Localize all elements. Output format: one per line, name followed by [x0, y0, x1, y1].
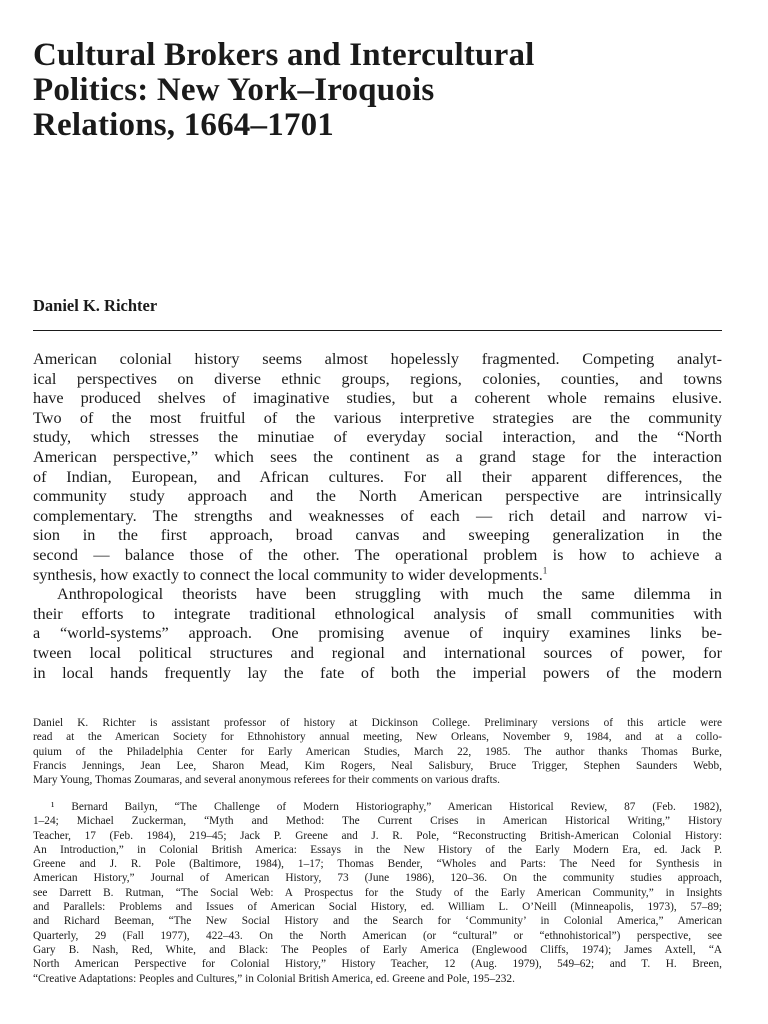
author-note-line: quium of the Philadelphia Center for Early American Studies, March 22, 1985. The author thanks Thomas Burke,	[33, 745, 722, 758]
title-line: Politics: New York–Iroquois	[33, 72, 435, 108]
footnote-line: “Creative Adaptations: Peoples and Cultures,” in Colonial British America, ed. Greene and Pole, 195–232.	[33, 972, 515, 985]
body-line: second — balance those of the other. The operational problem is how to achieve a	[33, 545, 722, 564]
body-line: community study approach and the North American perspective are intrinsically	[33, 487, 722, 506]
title-line: Cultural Brokers and Intercultural	[33, 37, 535, 73]
footnote-line: Quarterly, 29 (Fall 1977), 422–43. On the North American (or “cultural” or “ethnohistorical”) perspective, see	[33, 929, 722, 942]
footnote-line: North American Perspective for Colonial History,” History Teacher, 12 (Aug. 1979), 549–62; and T. H. Breen,	[33, 958, 722, 971]
footnote-line: Gary B. Nash, Red, White, and Black: The Peoples of Early America (Englewood Cliffs, 1974); James Axtell, “A	[33, 943, 722, 956]
author-note-line: Francis Jennings, Jean Lee, Sharon Mead, Kim Rogers, Neal Salisbury, Bruce Trigger, Stephen Saunders Webb,	[33, 759, 722, 772]
footnote-line: 1–24; Michael Zuckerman, “Myth and Method: The Current Crises in American Historical Writing,” History	[33, 815, 722, 828]
body-line-text: synthesis, how exactly to connect the local community to wider developments.	[33, 565, 543, 584]
divider	[33, 330, 722, 331]
author-note-line: read at the American Society for Ethnohistory annual meeting, New Orleans, November 9, 1984, and at a collo-	[33, 731, 722, 744]
body-line: Two of the most fruitful of the various interpretive strategies are the community	[33, 408, 722, 427]
body-line: ical perspectives on diverse ethnic groups, regions, colonies, counties, and towns	[33, 369, 722, 388]
body-line: American perspective,” which sees the continent as a grand stage for the interaction	[33, 447, 722, 466]
author-note-line: Daniel K. Richter is assistant professor of history at Dickinson College. Preliminary versions of this article were	[33, 717, 722, 729]
body-line: study, which stresses the minutiae of everyday social interaction, and the “North	[33, 428, 722, 447]
title-line: Relations, 1664–1701	[33, 107, 334, 143]
body-line: a “world-systems” approach. One promising avenue of inquiry examines links be-	[33, 624, 722, 643]
footnote-marker[interactable]: 1	[542, 565, 548, 576]
footnote-line: An Introduction,” in Colonial British America: Essays in the New History of the Early Modern Era, ed. Jack P.	[33, 843, 722, 856]
footnote-line: see Darrett B. Rutman, “The Social Web: A Prospectus for the Study of the Early American Community,” in Insights	[33, 886, 722, 899]
footnote-line: Greene and J. R. Pole (Baltimore, 1984), 1–17; Thomas Bender, “Wholes and Parts: The Need for Synthesis in	[33, 858, 722, 871]
footnote-line: and Richard Beeman, “The New Social History and the Search for ‘Community’ in Colonial America,” American	[33, 915, 722, 928]
body-line: complementary. The strengths and weaknesses of each — rich detail and narrow vi-	[33, 506, 722, 525]
footnote-line: American History,” Journal of American History, 73 (June 1986), 120–36. On the community studies approach,	[33, 872, 722, 885]
body-line: of Indian, European, and African cultures. For all their apparent differences, the	[33, 467, 722, 486]
footnote-line: Teacher, 17 (Feb. 1984), 219–45; Jack P. Greene and J. R. Pole, “Reconstructing British-American Colonial History:	[33, 829, 722, 842]
author-name: Daniel K. Richter	[33, 296, 158, 315]
footnote-line: ¹ Bernard Bailyn, “The Challenge of Modern Historiography,” American Historical Review, 87 (Feb. 1982),	[51, 801, 722, 813]
body-line: in local hands frequently lay the fate of both the imperial powers of the modern	[33, 663, 722, 682]
footnote-line: and Parallels: Problems and Issues of American Social History, ed. William L. O’Neill (Minneapolis, 1973), 57–89;	[33, 901, 722, 914]
body-line: American colonial history seems almost hopelessly fragmented. Competing analyt-	[33, 350, 722, 368]
author-note	[33, 716, 722, 787]
body-line: have produced shelves of imaginative studies, but a coherent whole remains elusive.	[33, 389, 722, 408]
body-line: their efforts to integrate traditional ethnological analysis of small communities with	[33, 604, 722, 623]
article-title	[33, 38, 722, 143]
author-note-line: Mary Young, Thomas Zoumaras, and several anonymous referees for their comments on various drafts.	[33, 774, 500, 787]
body-line: Anthropological theorists have been struggling with much the same dilemma in	[57, 585, 722, 604]
body-line: tween local political structures and regional and international sources of power, for	[33, 643, 722, 662]
body-line: sion in the first approach, broad canvas and sweeping generalization in the	[33, 526, 722, 545]
body-text	[33, 350, 722, 683]
footnote-1	[33, 800, 722, 986]
body-line	[33, 566, 722, 586]
